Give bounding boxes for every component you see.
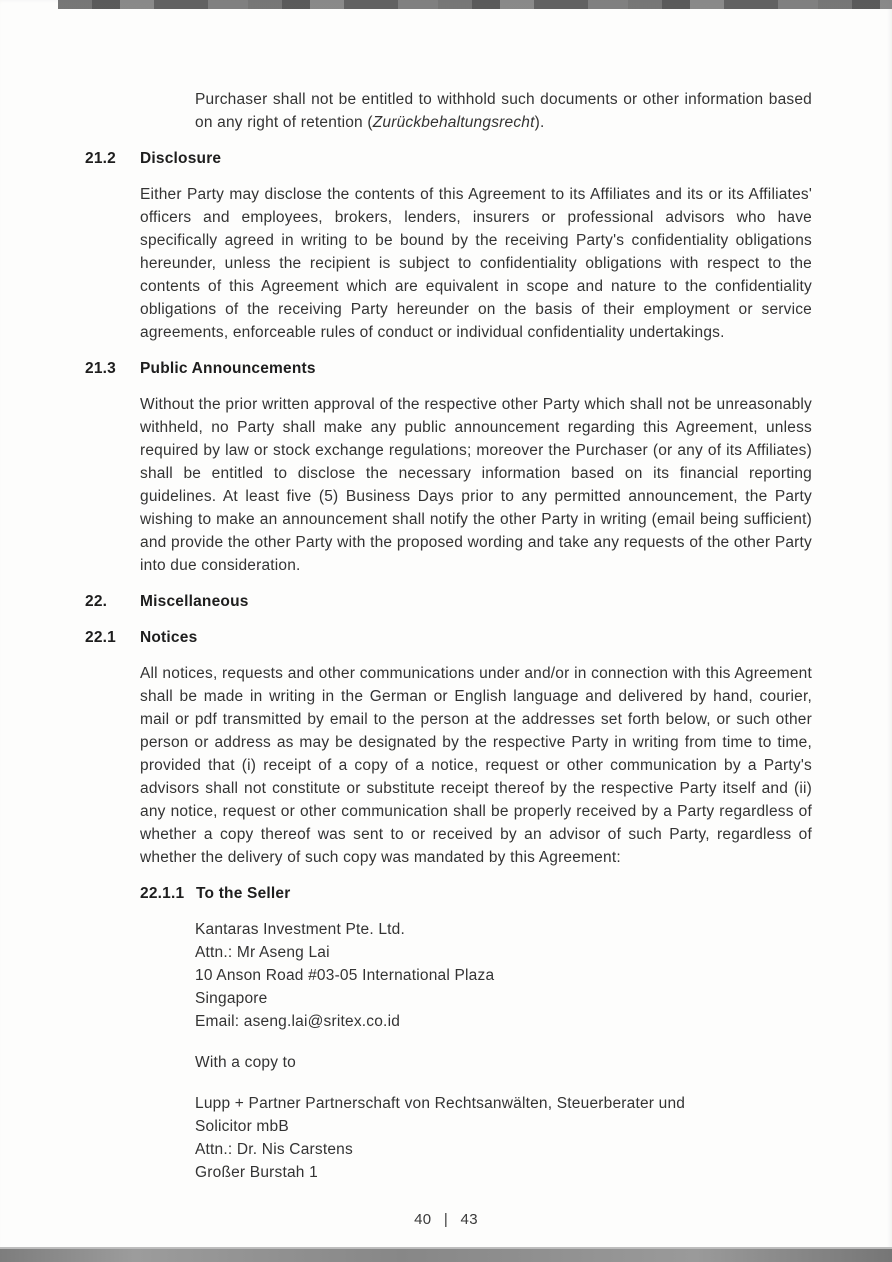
- section-body-notices: All notices, requests and other communications under and/or in connection with this Agreement shall be made in writing in the German or English language and delivered by hand, courier, mail or pdf transmitted by email to the person at the addresses set forth below, or such other person or address as may be designated by the respective Party in writing from time to time, provided that (i) receipt of a copy of a notice, request or other communication by a Party's advisors shall not constitute or substitute receipt thereof by the respective Party itself and (ii) any notice, request or other communication shall be properly received by a Party regardless of whether a copy thereof was sent to or received by an advisor of such Party, regardless of whether the delivery of such copy was mandated by this Agreement:: [140, 665, 812, 866]
- paragraph-continuation: [195, 88, 812, 134]
- section-number: 22.: [85, 593, 108, 610]
- address-line: Email: aseng.lai@sritex.co.id: [195, 1013, 401, 1030]
- section-title: Disclosure: [140, 150, 222, 167]
- copy-address-block: [195, 1092, 812, 1184]
- section-title: Miscellaneous: [140, 593, 249, 610]
- address-line: Lupp + Partner Partnerschaft von Rechtsanwälten, Steuerberater und: [195, 1095, 686, 1112]
- continuation-text: Purchaser shall not be entitled to withhold such documents or other information based on any right of retention (: [195, 91, 812, 131]
- subsection-title: To the Seller: [196, 885, 291, 902]
- section-title: Public Announcements: [140, 360, 316, 377]
- address-line: Solicitor mbB: [195, 1118, 289, 1135]
- address-line: Attn.: Mr Aseng Lai: [195, 944, 330, 961]
- section-number: 21.3: [85, 360, 116, 377]
- address-line: 10 Anson Road #03-05 International Plaza: [195, 967, 495, 984]
- copy-intro-text: With a copy to: [195, 1054, 297, 1071]
- address-line: Singapore: [195, 990, 268, 1007]
- continuation-suffix: ).: [534, 114, 545, 131]
- address-line: Attn.: Dr. Nis Carstens: [195, 1141, 353, 1158]
- subsection-number: 22.1.1: [140, 885, 185, 902]
- section-body-disclosure: Either Party may disclose the contents of this Agreement to its Affiliates and its or its Affiliates' officers and employees, brokers, lenders, insurers or professional advisors who have specifically agreed in writing to be bound by the receiving Party's confidentiality obligations hereunder, unless the recipient is subject to confidentiality obligations with respect to the contents of this Agreement which are equivalent in scope and nature to the confidentiality obligations of the receiving Party hereunder on the basis of their employment or service agreements, enforceable rules of conduct or individual confidentiality undertakings.: [140, 186, 812, 341]
- heading-to-the-seller: [140, 882, 812, 905]
- address-line: Großer Burstah 1: [195, 1164, 318, 1181]
- document-content: [85, 0, 812, 1197]
- section-body-public-announcements: Without the prior written approval of the respective other Party which shall not be unreasonably withheld, no Party shall make any public announcement regarding this Agreement, unless required by law or stock exchange regulations; moreover the Purchaser (or any of its Affiliates) shall be entitled to disclose the necessary information based on its financial reporting guidelines. At least five (5) Business Days prior to any permitted announcement, the Party wishing to make an announcement shall notify the other Party in writing (email being sufficient) and provide the other Party with the proposed wording and take any requests of the other Party into due consideration.: [140, 396, 812, 574]
- address-line: Kantaras Investment Pte. Ltd.: [195, 921, 405, 938]
- heading-disclosure: [85, 147, 812, 170]
- seller-address-block: [195, 918, 812, 1033]
- retention-term-italic: Zurückbehaltungsrecht: [372, 114, 535, 131]
- heading-miscellaneous: [85, 590, 812, 613]
- section-number: 21.2: [85, 150, 116, 167]
- section-title: Notices: [140, 629, 198, 646]
- page-number: 40 | 43: [414, 1211, 478, 1228]
- heading-public-announcements: [85, 357, 812, 380]
- heading-notices: [85, 626, 812, 649]
- scan-artifact-bottom: [0, 1247, 892, 1262]
- section-number: 22.1: [85, 629, 116, 646]
